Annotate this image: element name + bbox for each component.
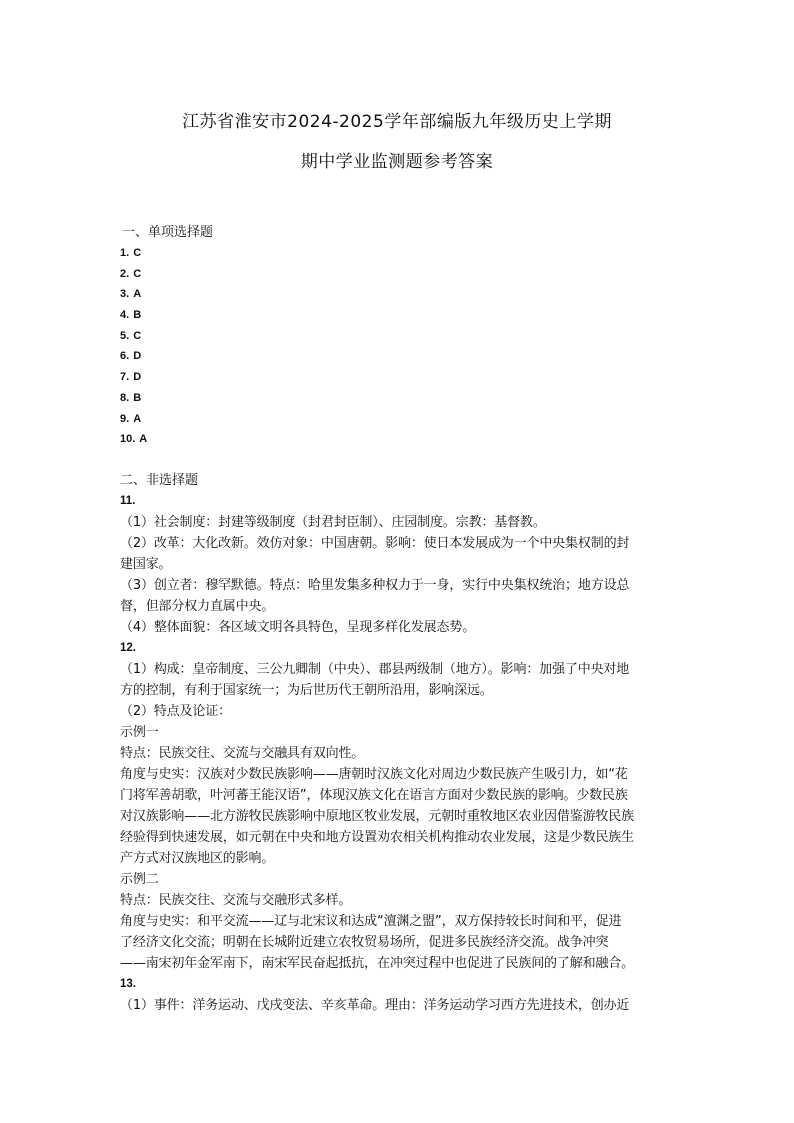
section-heading-nonchoice: 二、非选择题	[120, 472, 199, 488]
choice-answer-item	[120, 284, 680, 305]
answer-line: ——南宋初年金军南下，南宋军民奋起抵抗，在冲突过程中也促进了民族间的了解和融合。	[120, 955, 635, 971]
choice-answer: C	[133, 267, 142, 280]
section-heading-choice: 一、单项选择题	[122, 225, 214, 240]
question-number: 13.	[120, 977, 136, 990]
question-13	[120, 974, 680, 1016]
answer-line: 产方式对汉族地区的影响。	[120, 850, 275, 866]
answer-line: 方的控制，有利于国家统一；为后世历代王朝所沿用，影响深远。	[120, 682, 493, 698]
choice-answer: C	[133, 247, 142, 259]
choice-answer: A	[133, 412, 142, 425]
choice-answer-item	[120, 243, 680, 264]
choice-number: 4.	[120, 309, 130, 322]
document-title-line-1: 江苏省淮安市2024-2025学年部编版九年级历史上学期	[182, 112, 612, 132]
answer-line: （4）整体面貌：各区域文明各具特色，呈现多样化发展态势。	[120, 619, 476, 635]
document-title-line-2: 期中学业监测题参考答案	[300, 152, 494, 172]
answer-line: 对汉族影响——北方游牧民族影响中原地区牧业发展，元朝时重牧地区农业因借鉴游牧民族	[120, 808, 635, 824]
choice-number: 5.	[120, 329, 130, 342]
answer-line: 示例一	[120, 724, 159, 740]
answer-line: （1）构成：皇帝制度、三公九卿制（中央）、郡县两级制（地方）。影响：加强了中央对地	[120, 661, 630, 677]
answer-line: 了经济文化交流；明朝在长城附近建立农牧贸易场所，促进多民族经济交流。战争冲突	[120, 934, 609, 950]
choice-number: 8.	[120, 391, 130, 404]
choice-answer: D	[133, 371, 142, 384]
answer-line: 建国家。	[120, 556, 172, 572]
choice-number: 10.	[120, 433, 136, 446]
choice-answer: A	[139, 433, 148, 446]
question-12	[120, 638, 680, 974]
choice-number: 3.	[120, 288, 130, 301]
answer-line: 督，但部分权力直属中央。	[120, 598, 275, 614]
choice-number: 1.	[120, 247, 130, 259]
question-11	[120, 491, 680, 638]
document-body	[120, 222, 680, 1016]
answer-line: 角度与史实：和平交流——辽与北宋议和达成“澶渊之盟”，双方保持较长时间和平，促进	[120, 913, 622, 929]
answer-line: 角度与史实：汉族对少数民族影响——唐朝时汉族文化对周边少数民族产生吸引力，如“花	[120, 766, 628, 782]
choice-number: 7.	[120, 371, 130, 384]
question-number: 11.	[120, 494, 136, 507]
choice-answer: A	[133, 288, 142, 301]
choice-answer-item	[120, 388, 680, 409]
answer-line: 示例二	[120, 871, 159, 887]
answer-line: （1）事件：洋务运动、戊戌变法、辛亥革命。理由：洋务运动学习西方先进技术，创办近	[120, 997, 630, 1013]
answer-line: 经验得到快速发展，如元朝在中央和地方设置劝农相关机构推动农业发展，这是少数民族生	[120, 829, 635, 845]
choice-answer-item	[120, 429, 680, 450]
choice-answer-item	[120, 326, 680, 347]
choice-answer-item	[120, 264, 680, 285]
answer-line: 特点：民族交往、交流与交融形式多样。	[120, 892, 352, 908]
choice-number: 9.	[120, 412, 130, 425]
choice-answer-list	[120, 243, 680, 450]
section-spacer	[120, 450, 680, 470]
choice-answer: D	[133, 350, 142, 363]
choice-answer: B	[133, 309, 142, 322]
answer-line: （3）创立者：穆罕默德。特点：哈里发集多种权力于一身，实行中央集权统治；地方设总	[120, 577, 630, 593]
answer-line: 门将军善胡歌，叶河蕃王能汉语”，体现汉族文化在语言方面对少数民族的影响。少数民族	[120, 787, 628, 803]
choice-answer: B	[133, 391, 142, 404]
choice-answer-item	[120, 409, 680, 430]
choice-answer: C	[133, 329, 142, 342]
answer-line: （2）特点及论证：	[120, 703, 231, 719]
choice-number: 6.	[120, 350, 130, 363]
choice-answer-item	[120, 305, 680, 326]
choice-number: 2.	[120, 267, 130, 280]
answer-line: （1）社会制度：封建等级制度（封君封臣制）、庄园制度。宗教：基督教。	[120, 514, 546, 530]
choice-answer-item	[120, 346, 680, 367]
answer-line: （2）改革：大化改新。效仿对象：中国唐朝。影响：使日本发展成为一个中央集权制的封	[120, 535, 630, 551]
choice-answer-item	[120, 367, 680, 388]
question-number: 12.	[120, 641, 136, 654]
answer-line: 特点：民族交往、交流与交融具有双向性。	[120, 745, 365, 761]
